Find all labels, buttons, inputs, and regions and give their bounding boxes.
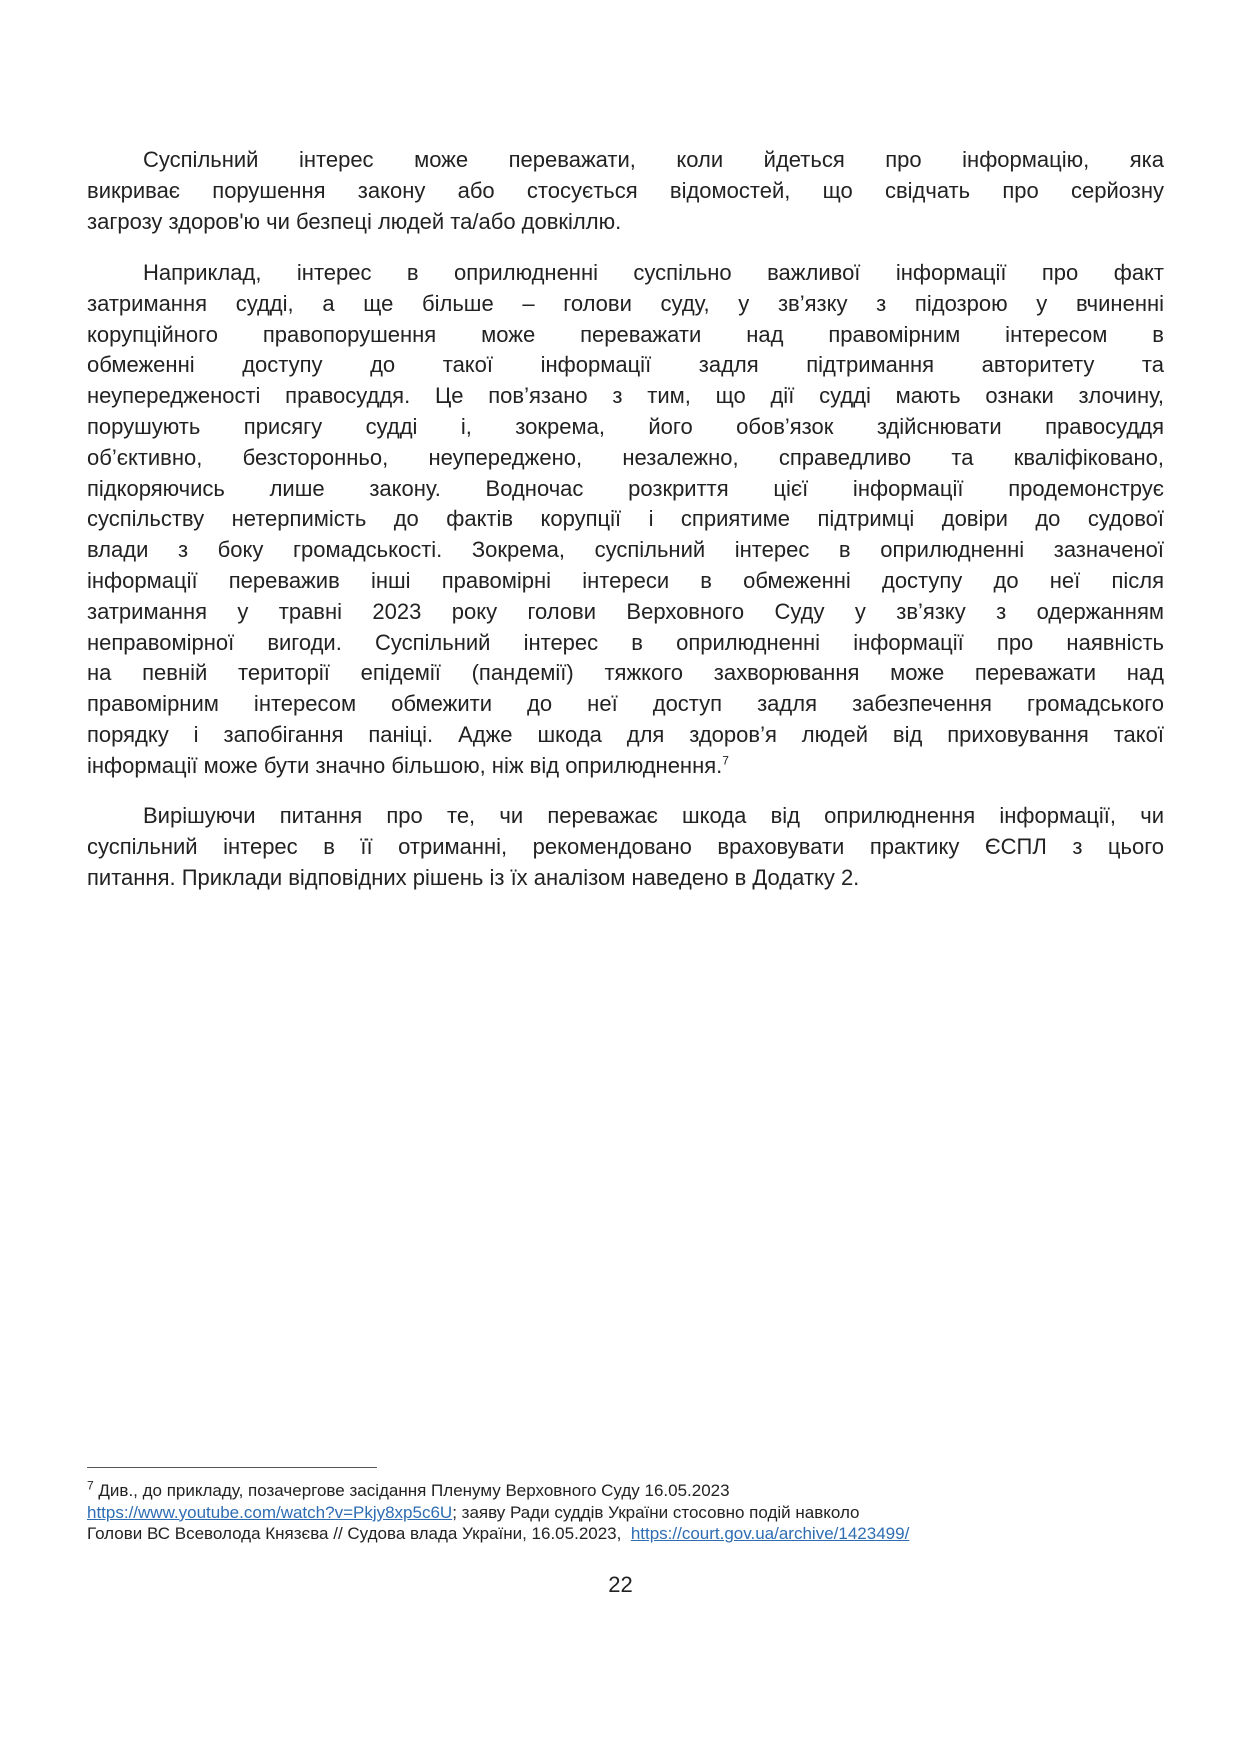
line-text: правомірним інтересом обмежити до неї доступ задля забезпечення громадського (87, 691, 1164, 717)
paragraph-2 (87, 258, 1164, 782)
text-line (87, 801, 1164, 832)
text-line (87, 443, 1164, 474)
text-line (87, 720, 1164, 751)
text-line (87, 504, 1164, 535)
paragraph-1 (87, 145, 1164, 237)
line-text: порядку і запобігання паніці. Адже шкода для здоров’я людей від приховування такої (87, 721, 1164, 747)
text-line (87, 207, 1164, 238)
text-line (87, 145, 1164, 176)
footnote-separator (87, 1467, 377, 1468)
line-text: неупередженості правосуддя. Це пов’язано з тим, що дії судді мають ознаки злочину, (87, 383, 1164, 409)
text-line (87, 381, 1164, 412)
text-line (87, 258, 1164, 289)
text-line (87, 320, 1164, 351)
line-text: влади з боку громадськості. Зокрема, суспільний інтерес в оприлюдненні зазначеної (87, 537, 1164, 563)
text-line (87, 350, 1164, 381)
text-line (87, 535, 1164, 566)
line-text: об’єктивно, безсторонньо, неупереджено, незалежно, справедливо та кваліфіковано, (87, 444, 1164, 470)
line-text: порушують присягу судді і, зокрема, його обов’язок здійснювати правосуддя (87, 413, 1164, 439)
text-line (87, 289, 1164, 320)
text-line (87, 176, 1164, 207)
line-text: викриває порушення закону або стосується відомостей, що свідчать про серйозну (87, 177, 1164, 203)
court-archive-link[interactable]: https://court.gov.ua/archive/1423499/ (630, 1524, 910, 1543)
line-text: Вирішуючи питання про те, чи переважає шкода від оприлюднення інформації, чи (143, 803, 1164, 828)
line-text: загрозу здоров'ю чи безпеці людей та/або довкіллю. (87, 208, 622, 234)
line-text: Наприклад, інтерес в оприлюдненні суспільно важливої інформації про факт (143, 260, 1164, 285)
footnote-text: Див., до прикладу, позачергове засідання Пленуму Верховного Суду 16.05.2023 (93, 1481, 730, 1500)
text-line (87, 597, 1164, 628)
line-text: інформації може бути значно більшою, ніж від оприлюднення. (87, 752, 723, 778)
line-text: обмеженні доступу до такої інформації задля підтримання авторитету та (87, 352, 1164, 378)
paragraph-3 (87, 801, 1164, 893)
line-text: на певній території епідемії (пандемії) тяжкого захворювання може переважати над (87, 660, 1164, 686)
text-line (87, 566, 1164, 597)
text-line (87, 628, 1164, 659)
line-text: суспільству нетерпимість до фактів корупції і сприятиме підтримці довіри до судової (87, 506, 1164, 532)
text-line (87, 832, 1164, 863)
text-line (87, 658, 1164, 689)
line-text: затримання судді, а ще більше – голови суду, у зв’язку з підозрою у вчиненні (87, 290, 1164, 316)
line-text: Суспільний інтерес може переважати, коли йдеться про інформацію, яка (143, 147, 1164, 172)
text-line (87, 412, 1164, 443)
footnote-text: Голови ВС Всеволода Князєва // Судова влада України, 16.05.2023, (87, 1524, 631, 1543)
line-text: інформації переважив інші правомірні інтереси в обмеженні доступу до неї після (87, 567, 1164, 593)
text-line (87, 474, 1164, 505)
footnote (87, 1480, 909, 1545)
line-text: неправомірної вигоди. Суспільний інтерес в оприлюдненні інформації про наявність (87, 629, 1164, 655)
footnote-number: 7 (87, 1478, 94, 1493)
line-text: питання. Приклади відповідних рішень із їх аналізом наведено в Додатку 2. (87, 864, 860, 890)
line-text: затримання у травні 2023 року голови Верховного Суду у зв’язку з одержанням (87, 598, 1164, 624)
line-text: підкоряючись лише закону. Водночас розкриття цієї інформації продемонструє (87, 475, 1164, 501)
youtube-link[interactable]: https://www.youtube.com/watch?v=Pkjy8xp5c6U (87, 1502, 453, 1522)
text-line (87, 689, 1164, 720)
page-number: 22 (608, 1572, 633, 1597)
line-text: суспільний інтерес в її отриманні, рекомендовано враховувати практику ЄСПЛ з цього (87, 833, 1164, 859)
text-line (87, 863, 1164, 894)
footnote-text: ; заяву Ради суддів України стосовно подій навколо (452, 1502, 860, 1522)
line-text: корупційного правопорушення може переважати над правомірним інтересом в (87, 321, 1164, 347)
footnote-reference[interactable]: 7 (722, 753, 729, 768)
text-line (87, 751, 1164, 782)
